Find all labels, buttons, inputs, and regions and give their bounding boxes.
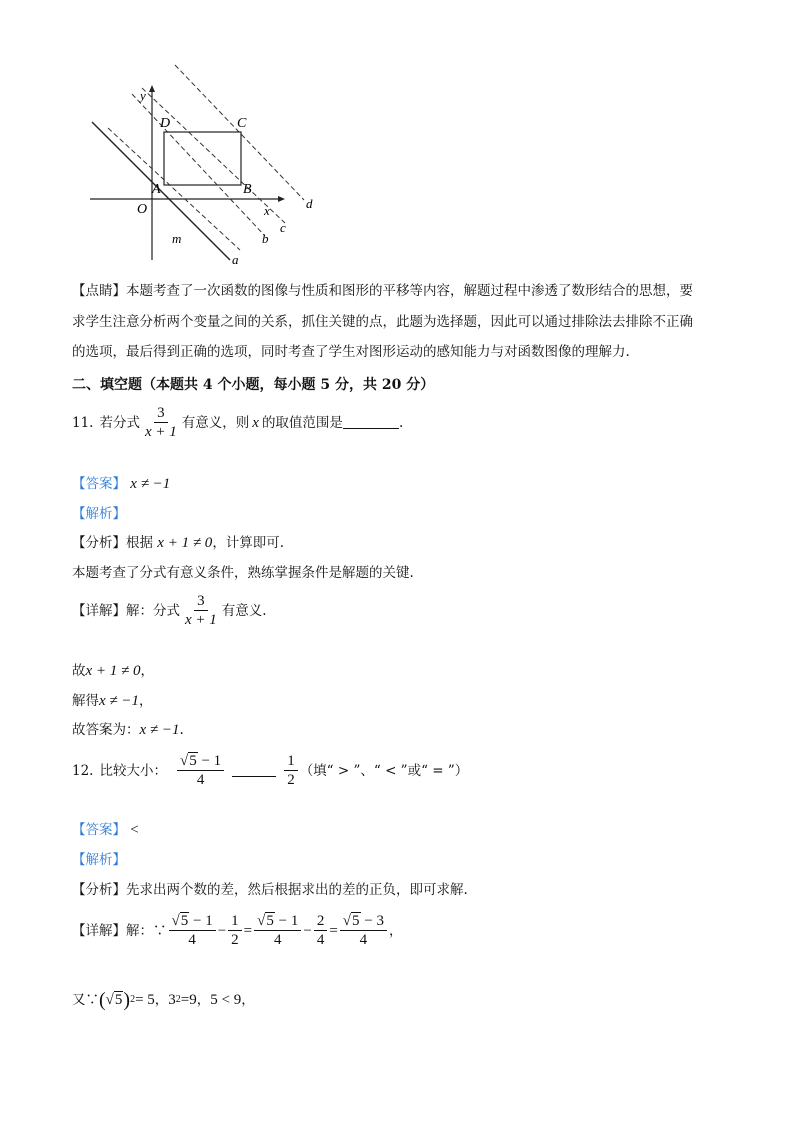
q11-step-2: 解得x ≠ −1， xyxy=(72,693,153,709)
q11-analyze: 【分析】根据 x + 1 ≠ 0，计算即可. xyxy=(72,535,285,551)
q11-step-3: 故答案为：x ≠ −1. xyxy=(72,722,184,738)
answer-value: < xyxy=(130,822,139,838)
fraction: $\frac{√5 - 1}{4}$ xyxy=(177,752,224,789)
answer-tag: 【答案】 xyxy=(72,476,126,492)
answer-value: x ≠ −1 xyxy=(130,476,171,492)
label-m: m xyxy=(172,231,182,246)
question-number: 11. xyxy=(72,414,94,431)
question-11: 11. 若分式 $\frac{3}{x + 1}$ 有意义，则 x 的取值范围是 . xyxy=(72,405,404,440)
q12-answer xyxy=(72,822,139,838)
label-x: x xyxy=(264,203,270,218)
q12-also: 又∵ ( √5 ) 2 = 5 ， 3 2 =9 ， 5 < 9 ， xyxy=(72,989,255,1011)
label-d-line: d xyxy=(306,196,313,211)
label-a-line: a xyxy=(232,252,239,265)
label-c-point: C xyxy=(237,116,247,131)
review-tag: 【点睛】 xyxy=(72,283,126,299)
q11-analysis-tag: 【解析】 xyxy=(72,506,126,522)
q11-detail: 【详解】 解：分式 $\frac{3}{x + 1}$ 有意义. xyxy=(72,593,267,628)
label-c-line: c xyxy=(280,220,286,235)
coordinate-figure xyxy=(80,60,330,265)
q12-analysis-tag: 【解析】 xyxy=(72,852,126,868)
q12-analyze: 【分析】先求出两个数的差，然后根据求出的差的正负，即可求解. xyxy=(72,882,468,898)
answer-blank xyxy=(232,764,276,777)
x-axis-arrow xyxy=(278,196,285,202)
review-line-2: 求学生注意分析两个变量之间的关系，抓住关键的点，此题为选择题，因此可以通过排除法去排除不正确 xyxy=(72,314,693,330)
q12-detail: 【详解】 解：∵ $\frac{√5 - 1}{4}$ − $\frac{1}{2}$ = $\frac{√5 - 1}{4}$ − $\frac{2}{4}$ = $\frac{√5 - 3}{4}$ ， xyxy=(72,913,403,948)
q11-step-1: 故x + 1 ≠ 0， xyxy=(72,663,155,679)
section-title: 二、填空题（本题共 4 个小题，每小题 5 分，共 20 分） xyxy=(72,377,435,393)
fraction: $\frac{3}{x + 1}$ xyxy=(185,593,217,628)
question-12: 12. 比较大小： $\frac{√5 - 1}{4}$ $\frac{1}{2}$ （填“ > ”、“ < ”或“ = ”） xyxy=(72,753,469,788)
question-number: 12. xyxy=(72,762,94,779)
label-b-line: b xyxy=(262,231,269,246)
label-d-point: D xyxy=(160,116,171,131)
label-y: y xyxy=(140,88,146,103)
y-axis-arrow xyxy=(149,85,155,92)
review-line-3: 的选项，最后得到正确的选项，同时考查了学生对图形运动的感知能力与对函数图像的理解力. xyxy=(72,344,630,360)
q11-note: 本题考查了分式有意义条件，熟练掌握条件是解题的关键. xyxy=(72,565,414,581)
q11-answer xyxy=(72,476,170,492)
fraction: $\frac{1}{2}$ xyxy=(284,752,298,789)
label-b-point: B xyxy=(243,182,252,197)
answer-blank xyxy=(343,416,399,429)
label-a-point: A xyxy=(152,182,161,197)
line-m xyxy=(92,122,230,260)
rectangle-abcd xyxy=(164,132,241,185)
fraction: $\frac{3}{x + 1}$ xyxy=(144,405,177,440)
label-o: O xyxy=(137,202,148,217)
answer-tag: 【答案】 xyxy=(72,822,126,838)
review-line-1: 【点睛】本题考查了一次函数的图像与性质和图形的平移等内容，解题过程中渗透了数形结合的思想，要 xyxy=(72,283,693,299)
